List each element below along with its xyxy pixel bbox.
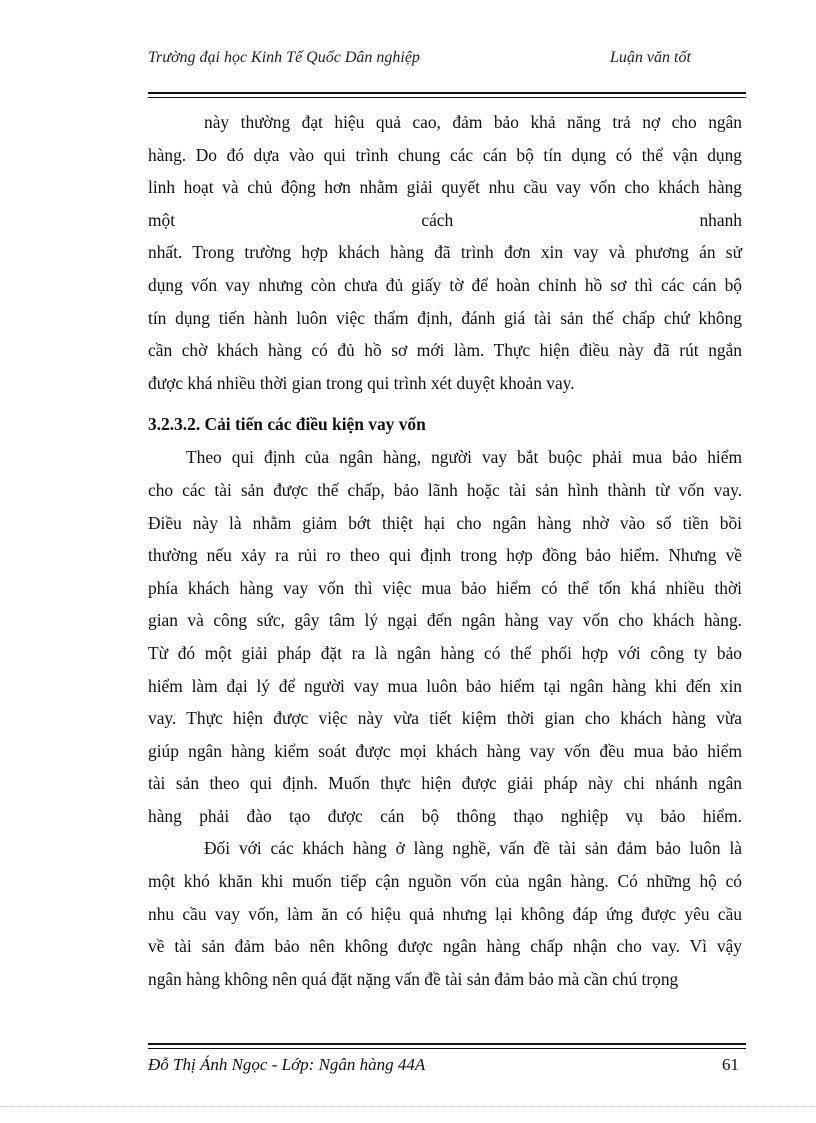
text-line: tín dụng tiến hành luôn việc thẩm định, đánh giá tài sản thế chấp chứ không <box>148 307 742 328</box>
text-line: được khá nhiều thời gian trong qui trình xét duyệt khoản vay. <box>148 372 575 393</box>
header-rule-thin <box>148 97 746 98</box>
text-line: gian và công sức, gây tâm lý ngại đến ngân hàng vay vốn cho khách hàng. <box>148 610 742 631</box>
header-document-type: Luận văn tốt <box>610 49 691 66</box>
text-line: hiểm làm đại lý để người vay mua luôn bảo hiểm tại ngân hàng khi đến xin <box>148 675 742 696</box>
text-line: hàng phải đào tạo được cán bộ thông thạo nghiệp vụ bảo hiểm. <box>148 805 742 826</box>
header-university: Trường đại học Kinh Tế Quốc Dân nghiệp <box>148 49 420 66</box>
section-heading: 3.2.3.2. Cải tiến các điều kiện vay vốn <box>148 414 426 435</box>
text-line: nhất. Trong trường hợp khách hàng đã trình đơn xin vay và phương án sử <box>148 242 742 263</box>
text-line: ngân hàng không nên quá đặt nặng vấn đề tài sản đảm bảo mà cần chú trọng <box>148 968 679 989</box>
footer-rule <box>148 1043 746 1045</box>
text-line: cần chờ khách hàng có đủ hồ sơ mới làm. Thực hiện điều này đã rút ngắn <box>148 340 742 361</box>
text-line: Đối với các khách hàng ở làng nghề, vấn đề tài sản đảm bảo luôn là <box>204 838 742 859</box>
text-line: phía khách hàng vay vốn thì việc mua bảo hiểm có thể tốn khá nhiều thời <box>148 577 742 598</box>
text-line: cho các tài sản được thế chấp, bảo lãnh hoặc tài sản hình thành từ vốn vay. <box>148 479 742 500</box>
text-line: một khó khăn khi muốn tiếp cận nguồn vốn của ngân hàng. Có những hộ có <box>148 871 742 892</box>
text-line-spread <box>148 204 742 237</box>
text-line: về tài sản đảm bảo nên không được ngân hàng chấp nhận cho vay. Vì vậy <box>148 936 742 957</box>
text-line: Theo qui định của ngân hàng, người vay bắt buộc phải mua bảo hiểm <box>186 447 742 468</box>
page-number: 61 <box>722 1055 739 1074</box>
text-line: dụng vốn vay nhưng còn chưa đủ giấy tờ để hoàn chỉnh hồ sơ thì các cán bộ <box>148 274 742 295</box>
footer-author: Đỗ Thị Ánh Ngọc - Lớp: Ngân hàng 44A <box>148 1055 426 1074</box>
text-line: linh hoạt và chủ động hơn nhằm giải quyết nhu cầu vay vốn cho khách hàng <box>148 177 742 198</box>
page-bottom-divider <box>0 1106 816 1107</box>
text-line: Từ đó một giải pháp đặt ra là ngân hàng có thể phối hợp với công ty bảo <box>148 642 742 663</box>
text-line: giúp ngân hàng kiểm soát được mọi khách hàng vay vốn đều mua bảo hiểm <box>148 740 742 761</box>
text-word: nhanh <box>699 209 742 230</box>
text-word: cách <box>421 209 454 230</box>
header-rule <box>148 92 746 94</box>
text-line: Điều này là nhằm giảm bớt thiệt hại cho ngân hàng nhờ vào số tiền bồi <box>148 512 742 533</box>
text-line: thường nếu xảy ra rủi ro theo qui định trong hợp đồng bảo hiểm. Nhưng về <box>148 545 742 566</box>
text-line: này thường đạt hiệu quả cao, đảm bảo khả năng trả nợ cho ngân <box>204 112 742 132</box>
text-line: tài sản theo qui định. Muốn thực hiện được giải pháp này chi nhánh ngân <box>148 773 742 794</box>
footer-rule-thin <box>148 1048 746 1049</box>
text-line: nhu cầu vay vốn, làm ăn có hiệu quả nhưng lại không đáp ứng được yêu cầu <box>148 903 742 924</box>
page-body <box>148 106 742 995</box>
text-word: một <box>148 209 176 230</box>
text-line: vay. Thực hiện được việc này vừa tiết kiệm thời gian cho khách hàng vừa <box>148 708 742 729</box>
text-line: hàng. Do đó dựa vào qui trình chung các cán bộ tín dụng có thể vận dụng <box>148 144 742 165</box>
